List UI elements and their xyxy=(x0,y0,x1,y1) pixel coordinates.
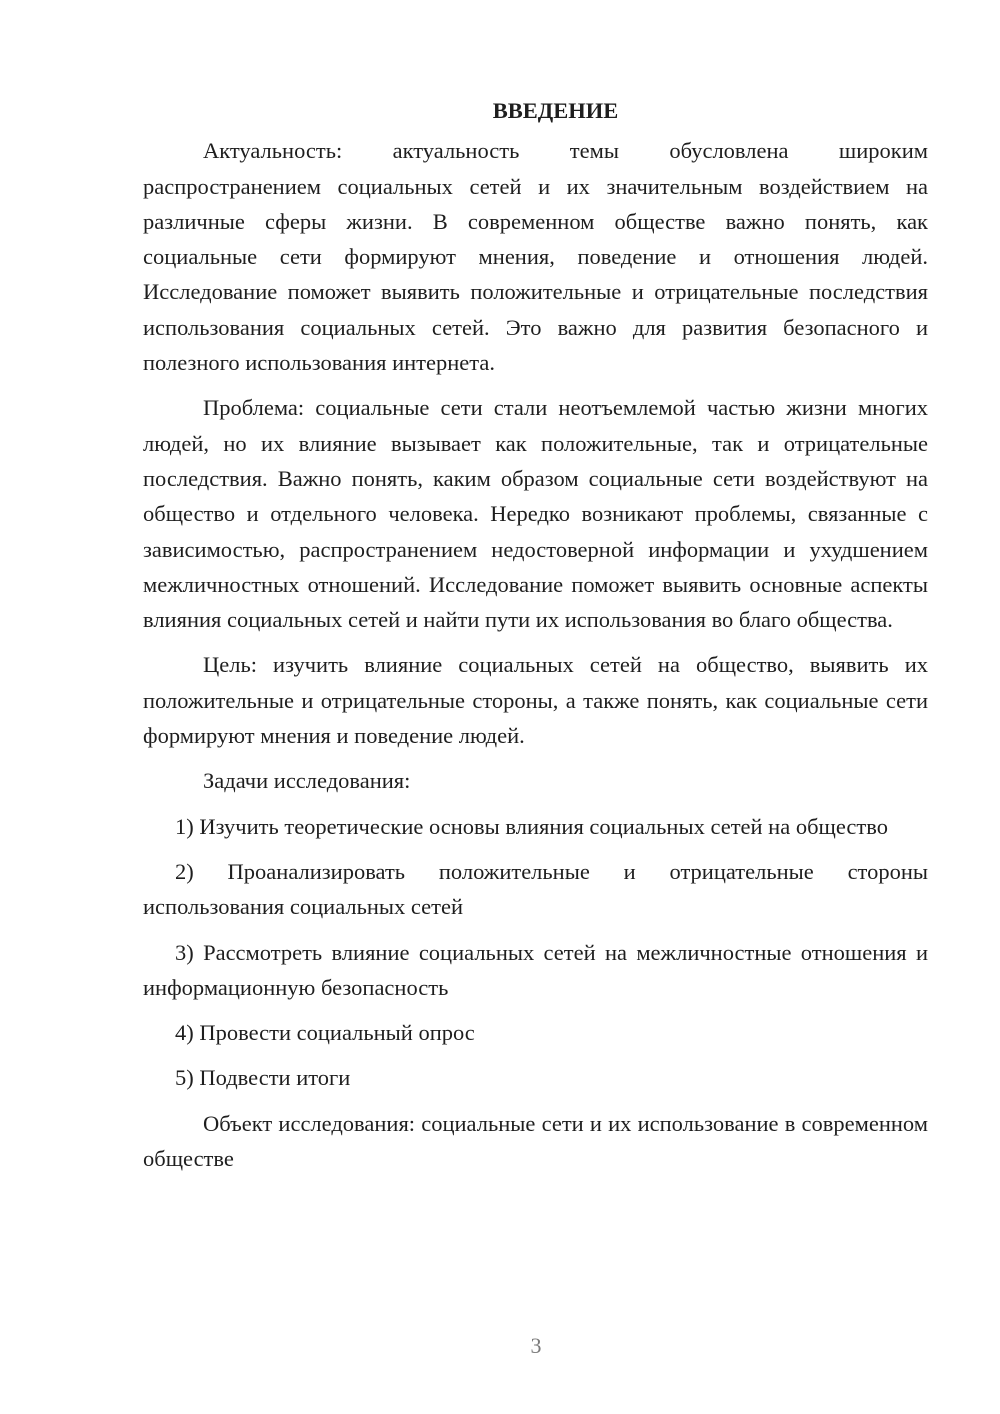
task-item-4: 4) Провести социальный опрос xyxy=(175,1020,475,1046)
task-item-1: 1) Изучить теоретические основы влияния социальных сетей на общество xyxy=(175,813,888,839)
task-item-3: 3) Рассмотреть влияние социальных сетей на межличностные отношения и информационную безопасность xyxy=(143,939,928,1000)
relevance-paragraph: Актуальность: актуальность темы обусловлена широким распространением социальных сетей и их значительным воздействием на различные сферы жизни. В современном обществе важно понять, как социальные сети формируют мнения, поведение и отношения людей. Исследование поможет выявить положительные и отрицательные последствия использования социальных сетей. Это важно для развития безопасного и полезного использования интернета. xyxy=(143,138,928,376)
task-item-5: 5) Подвести итоги xyxy=(175,1065,351,1091)
object-paragraph: Объект исследования: социальные сети и их использование в современном обществе xyxy=(143,1110,928,1172)
tasks-heading: Задачи исследования: xyxy=(203,768,411,794)
page-title: ВВЕДЕНИЕ xyxy=(492,98,619,123)
problem-paragraph: Проблема: социальные сети стали неотъемлемой частью жизни многих людей, но их влияние вызывает как положительные, так и отрицательные последствия. Важно понять, каким образом социальные сети воздействуют на общество и отдельного человека. Нередко возникают проблемы, связанные с зависимостью, распространением недостоверной информации и ухудшением межличностных отношений. Исследование поможет выявить основные аспекты влияния социальных сетей и найти пути их использования во благо общества. xyxy=(143,395,928,633)
page-number: 3 xyxy=(530,1333,542,1358)
document-body xyxy=(143,93,928,1186)
task-item-2: 2) Проанализировать положительные и отрицательные стороны использования социальных сетей xyxy=(143,858,928,920)
goal-paragraph: Цель: изучить влияние социальных сетей на общество, выявить их положительные и отрицательные стороны, а также понять, как социальные сети формируют мнения и поведение людей. xyxy=(143,652,928,749)
